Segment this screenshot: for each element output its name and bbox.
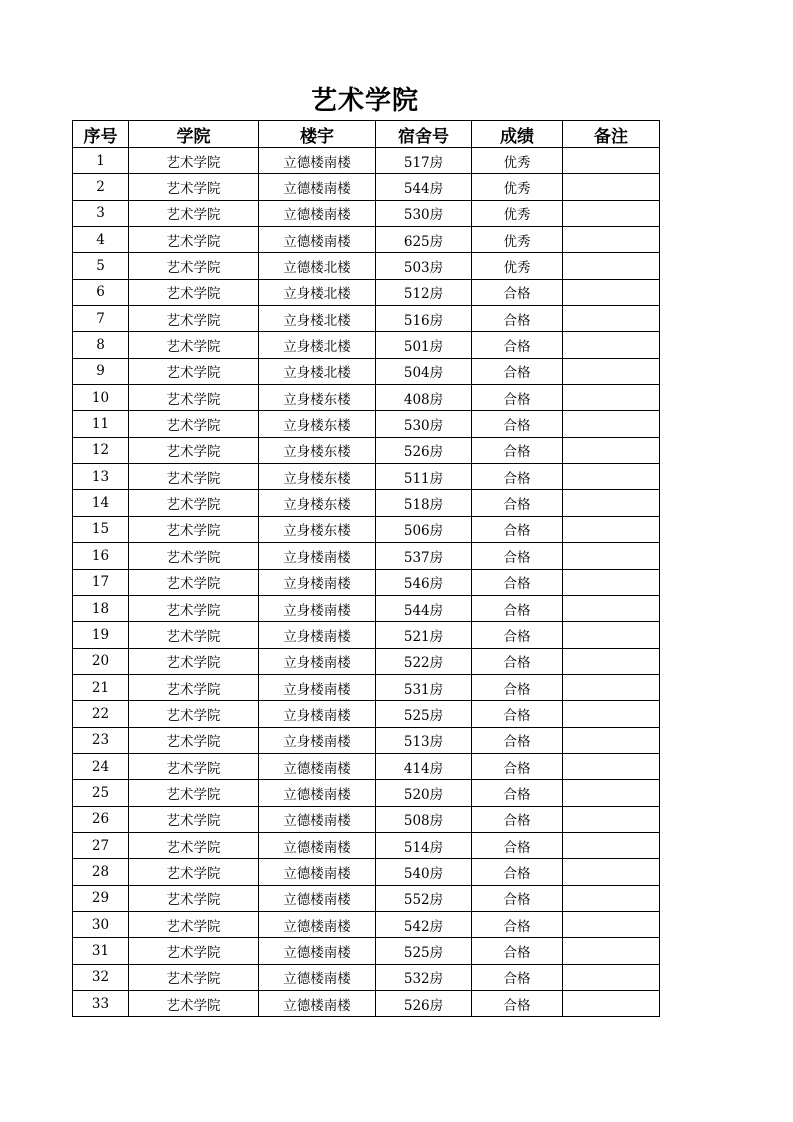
cell-building: 立身楼南楼 — [259, 622, 376, 648]
cell-building: 立身楼南楼 — [259, 674, 376, 700]
cell-building: 立身楼南楼 — [259, 569, 376, 595]
cell-college: 艺术学院 — [129, 358, 259, 384]
cell-remark — [563, 595, 660, 621]
cell-building: 立德楼南楼 — [259, 964, 376, 990]
cell-room: 511房 — [376, 464, 472, 490]
table-row — [73, 727, 660, 753]
table-row — [73, 464, 660, 490]
table-row — [73, 595, 660, 621]
cell-no: 20 — [73, 648, 129, 674]
cell-building: 立德楼南楼 — [259, 938, 376, 964]
cell-college: 艺术学院 — [129, 464, 259, 490]
table-row — [73, 911, 660, 937]
cell-college: 艺术学院 — [129, 991, 259, 1017]
cell-grade: 合格 — [472, 437, 563, 463]
cell-building: 立身楼东楼 — [259, 437, 376, 463]
cell-remark — [563, 464, 660, 490]
header-building: 楼宇 — [259, 121, 376, 148]
cell-room: 531房 — [376, 674, 472, 700]
cell-remark — [563, 753, 660, 779]
cell-remark — [563, 964, 660, 990]
cell-no: 25 — [73, 780, 129, 806]
header-college: 学院 — [129, 121, 259, 148]
cell-grade: 合格 — [472, 358, 563, 384]
cell-room: 504房 — [376, 358, 472, 384]
cell-college: 艺术学院 — [129, 332, 259, 358]
cell-college: 艺术学院 — [129, 516, 259, 542]
table-row — [73, 885, 660, 911]
cell-college: 艺术学院 — [129, 543, 259, 569]
cell-remark — [563, 279, 660, 305]
cell-room: 532房 — [376, 964, 472, 990]
cell-grade: 优秀 — [472, 253, 563, 279]
cell-no: 1 — [73, 148, 129, 174]
cell-room: 503房 — [376, 253, 472, 279]
cell-college: 艺术学院 — [129, 569, 259, 595]
cell-no: 12 — [73, 437, 129, 463]
cell-remark — [563, 806, 660, 832]
cell-grade: 优秀 — [472, 174, 563, 200]
cell-room: 516房 — [376, 306, 472, 332]
cell-college: 艺术学院 — [129, 727, 259, 753]
cell-room: 525房 — [376, 938, 472, 964]
cell-no: 19 — [73, 622, 129, 648]
page-title: 艺术学院 — [310, 86, 419, 116]
cell-college: 艺术学院 — [129, 674, 259, 700]
cell-building: 立身楼东楼 — [259, 490, 376, 516]
cell-grade: 合格 — [472, 753, 563, 779]
table-row — [73, 358, 660, 384]
cell-remark — [563, 411, 660, 437]
cell-remark — [563, 780, 660, 806]
cell-grade: 合格 — [472, 964, 563, 990]
cell-room: 508房 — [376, 806, 472, 832]
cell-college: 艺术学院 — [129, 148, 259, 174]
cell-no: 27 — [73, 832, 129, 858]
cell-remark — [563, 543, 660, 569]
cell-remark — [563, 701, 660, 727]
table-row — [73, 385, 660, 411]
table-row — [73, 569, 660, 595]
cell-remark — [563, 622, 660, 648]
cell-no: 17 — [73, 569, 129, 595]
cell-building: 立德楼南楼 — [259, 780, 376, 806]
cell-grade: 合格 — [472, 306, 563, 332]
cell-room: 542房 — [376, 911, 472, 937]
table-row — [73, 253, 660, 279]
cell-grade: 合格 — [472, 516, 563, 542]
cell-room: 530房 — [376, 200, 472, 226]
cell-no: 21 — [73, 674, 129, 700]
dormitory-table — [72, 120, 660, 1017]
table-row — [73, 279, 660, 305]
cell-building: 立身楼东楼 — [259, 516, 376, 542]
table-row — [73, 859, 660, 885]
cell-grade: 合格 — [472, 543, 563, 569]
cell-room: 544房 — [376, 174, 472, 200]
cell-room: 525房 — [376, 701, 472, 727]
cell-no: 33 — [73, 991, 129, 1017]
table-row — [73, 806, 660, 832]
cell-grade: 优秀 — [472, 148, 563, 174]
cell-room: 537房 — [376, 543, 472, 569]
cell-room: 540房 — [376, 859, 472, 885]
cell-no: 9 — [73, 358, 129, 384]
cell-remark — [563, 911, 660, 937]
cell-grade: 合格 — [472, 701, 563, 727]
cell-remark — [563, 569, 660, 595]
cell-grade: 合格 — [472, 938, 563, 964]
cell-room: 414房 — [376, 753, 472, 779]
cell-no: 7 — [73, 306, 129, 332]
table-row — [73, 174, 660, 200]
cell-room: 501房 — [376, 332, 472, 358]
cell-building: 立身楼北楼 — [259, 332, 376, 358]
table-row — [73, 543, 660, 569]
cell-no: 32 — [73, 964, 129, 990]
cell-remark — [563, 991, 660, 1017]
cell-no: 13 — [73, 464, 129, 490]
cell-grade: 合格 — [472, 569, 563, 595]
table-row — [73, 148, 660, 174]
cell-remark — [563, 253, 660, 279]
cell-college: 艺术学院 — [129, 701, 259, 727]
cell-college: 艺术学院 — [129, 595, 259, 621]
table-row — [73, 701, 660, 727]
cell-building: 立德楼南楼 — [259, 148, 376, 174]
cell-room: 526房 — [376, 991, 472, 1017]
cell-no: 18 — [73, 595, 129, 621]
table-row — [73, 832, 660, 858]
table-row — [73, 227, 660, 253]
cell-room: 517房 — [376, 148, 472, 174]
table-row — [73, 780, 660, 806]
cell-grade: 合格 — [472, 674, 563, 700]
cell-building: 立德楼南楼 — [259, 806, 376, 832]
cell-remark — [563, 490, 660, 516]
cell-no: 30 — [73, 911, 129, 937]
cell-grade: 合格 — [472, 991, 563, 1017]
cell-grade: 优秀 — [472, 200, 563, 226]
cell-grade: 合格 — [472, 385, 563, 411]
cell-building: 立德楼南楼 — [259, 174, 376, 200]
cell-room: 552房 — [376, 885, 472, 911]
cell-remark — [563, 332, 660, 358]
cell-room: 520房 — [376, 780, 472, 806]
cell-college: 艺术学院 — [129, 385, 259, 411]
cell-no: 29 — [73, 885, 129, 911]
table-header — [73, 121, 660, 148]
cell-no: 16 — [73, 543, 129, 569]
cell-no: 10 — [73, 385, 129, 411]
cell-remark — [563, 885, 660, 911]
cell-college: 艺术学院 — [129, 780, 259, 806]
cell-grade: 合格 — [472, 648, 563, 674]
cell-grade: 合格 — [472, 859, 563, 885]
header-grade: 成绩 — [472, 121, 563, 148]
cell-no: 28 — [73, 859, 129, 885]
cell-building: 立德楼南楼 — [259, 991, 376, 1017]
cell-building: 立德楼南楼 — [259, 753, 376, 779]
cell-no: 3 — [73, 200, 129, 226]
cell-grade: 合格 — [472, 464, 563, 490]
cell-college: 艺术学院 — [129, 306, 259, 332]
cell-building: 立身楼南楼 — [259, 648, 376, 674]
cell-room: 512房 — [376, 279, 472, 305]
cell-building: 立身楼南楼 — [259, 595, 376, 621]
cell-college: 艺术学院 — [129, 938, 259, 964]
cell-room: 518房 — [376, 490, 472, 516]
cell-grade: 合格 — [472, 832, 563, 858]
cell-remark — [563, 516, 660, 542]
cell-college: 艺术学院 — [129, 279, 259, 305]
cell-building: 立身楼东楼 — [259, 385, 376, 411]
cell-building: 立身楼北楼 — [259, 306, 376, 332]
table-row — [73, 753, 660, 779]
cell-room: 526房 — [376, 437, 472, 463]
cell-no: 15 — [73, 516, 129, 542]
header-remark: 备注 — [563, 121, 660, 148]
table-row — [73, 938, 660, 964]
cell-remark — [563, 358, 660, 384]
cell-building: 立德楼南楼 — [259, 885, 376, 911]
cell-building: 立身楼东楼 — [259, 464, 376, 490]
cell-building: 立身楼南楼 — [259, 727, 376, 753]
cell-grade: 合格 — [472, 780, 563, 806]
cell-college: 艺术学院 — [129, 885, 259, 911]
cell-grade: 合格 — [472, 595, 563, 621]
cell-grade: 合格 — [472, 490, 563, 516]
table-row — [73, 674, 660, 700]
cell-no: 22 — [73, 701, 129, 727]
cell-no: 4 — [73, 227, 129, 253]
cell-remark — [563, 148, 660, 174]
cell-college: 艺术学院 — [129, 911, 259, 937]
table-row — [73, 648, 660, 674]
cell-building: 立德楼南楼 — [259, 200, 376, 226]
cell-no: 26 — [73, 806, 129, 832]
cell-college: 艺术学院 — [129, 832, 259, 858]
table-row — [73, 991, 660, 1017]
cell-college: 艺术学院 — [129, 174, 259, 200]
cell-room: 530房 — [376, 411, 472, 437]
cell-grade: 合格 — [472, 332, 563, 358]
cell-remark — [563, 227, 660, 253]
cell-remark — [563, 727, 660, 753]
cell-remark — [563, 306, 660, 332]
cell-room: 625房 — [376, 227, 472, 253]
cell-remark — [563, 674, 660, 700]
header-row — [73, 121, 660, 148]
cell-grade: 合格 — [472, 911, 563, 937]
cell-building: 立德楼南楼 — [259, 911, 376, 937]
cell-no: 31 — [73, 938, 129, 964]
cell-remark — [563, 938, 660, 964]
cell-room: 408房 — [376, 385, 472, 411]
cell-no: 23 — [73, 727, 129, 753]
cell-no: 14 — [73, 490, 129, 516]
cell-building: 立身楼东楼 — [259, 411, 376, 437]
table-row — [73, 306, 660, 332]
cell-room: 514房 — [376, 832, 472, 858]
cell-college: 艺术学院 — [129, 964, 259, 990]
cell-grade: 合格 — [472, 622, 563, 648]
cell-remark — [563, 437, 660, 463]
cell-remark — [563, 859, 660, 885]
cell-room: 522房 — [376, 648, 472, 674]
table-row — [73, 490, 660, 516]
cell-grade: 合格 — [472, 885, 563, 911]
cell-room: 513房 — [376, 727, 472, 753]
cell-remark — [563, 385, 660, 411]
cell-college: 艺术学院 — [129, 753, 259, 779]
cell-room: 544房 — [376, 595, 472, 621]
table-row — [73, 622, 660, 648]
cell-building: 立德楼北楼 — [259, 253, 376, 279]
table-row — [73, 332, 660, 358]
cell-room: 506房 — [376, 516, 472, 542]
cell-college: 艺术学院 — [129, 200, 259, 226]
cell-college: 艺术学院 — [129, 490, 259, 516]
cell-room: 521房 — [376, 622, 472, 648]
cell-no: 24 — [73, 753, 129, 779]
cell-building: 立德楼南楼 — [259, 227, 376, 253]
cell-remark — [563, 200, 660, 226]
cell-no: 5 — [73, 253, 129, 279]
cell-grade: 优秀 — [472, 227, 563, 253]
cell-college: 艺术学院 — [129, 437, 259, 463]
cell-building: 立身楼南楼 — [259, 701, 376, 727]
table-row — [73, 516, 660, 542]
cell-building: 立身楼北楼 — [259, 279, 376, 305]
table-row — [73, 964, 660, 990]
cell-no: 2 — [73, 174, 129, 200]
cell-grade: 合格 — [472, 279, 563, 305]
cell-college: 艺术学院 — [129, 253, 259, 279]
table-row — [73, 200, 660, 226]
table-row — [73, 411, 660, 437]
header-no: 序号 — [73, 121, 129, 148]
cell-college: 艺术学院 — [129, 622, 259, 648]
cell-building: 立身楼南楼 — [259, 543, 376, 569]
table-body — [73, 148, 660, 1017]
cell-building: 立德楼南楼 — [259, 859, 376, 885]
cell-remark — [563, 648, 660, 674]
header-room: 宿舍号 — [376, 121, 472, 148]
cell-building: 立德楼南楼 — [259, 832, 376, 858]
cell-college: 艺术学院 — [129, 411, 259, 437]
cell-building: 立身楼北楼 — [259, 358, 376, 384]
cell-no: 11 — [73, 411, 129, 437]
cell-no: 6 — [73, 279, 129, 305]
table-row — [73, 437, 660, 463]
cell-grade: 合格 — [472, 806, 563, 832]
cell-college: 艺术学院 — [129, 227, 259, 253]
cell-grade: 合格 — [472, 411, 563, 437]
cell-college: 艺术学院 — [129, 859, 259, 885]
cell-remark — [563, 174, 660, 200]
cell-college: 艺术学院 — [129, 806, 259, 832]
cell-remark — [563, 832, 660, 858]
cell-college: 艺术学院 — [129, 648, 259, 674]
cell-grade: 合格 — [472, 727, 563, 753]
cell-no: 8 — [73, 332, 129, 358]
cell-room: 546房 — [376, 569, 472, 595]
